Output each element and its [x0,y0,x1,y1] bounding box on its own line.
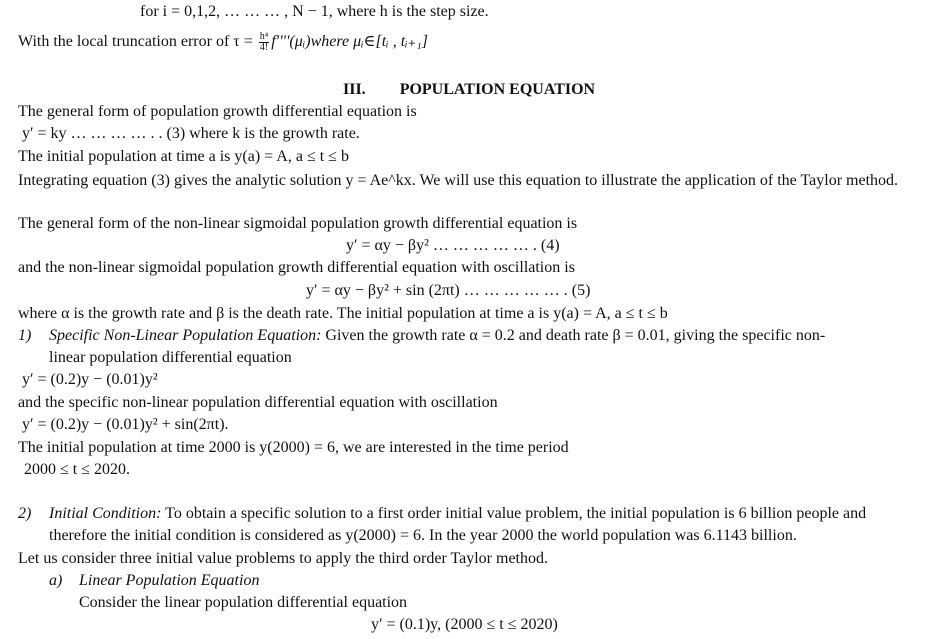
paragraph-oscillation [18,258,575,278]
paragraph-analytic-solution [18,170,905,192]
equation-text: y′ = ky … … … … . . (3) where k is the growth rate. [22,125,360,142]
paragraph-text: therefore the initial condition is considered as y(2000) = 6. In the year 2000 the world population was 6.1143 billion. [49,527,797,544]
paragraph-text: Consider the linear population differential equation [79,594,408,611]
paragraph-text: The general form of the non-linear sigmoidal population growth differential equation is [18,215,578,232]
equation-9 [371,615,558,635]
equation-6 [22,370,158,390]
section-number: III. [343,81,366,98]
step-index-text: for i = 0,1,2, … … … , N − 1, where h is the step size. [140,3,489,20]
list-item-a [49,571,259,591]
list-label: Linear Population Equation [79,572,260,589]
list-label: Initial Condition: [49,505,162,522]
paragraph-specific-oscillation [18,393,498,413]
equation-8 [24,460,130,480]
paragraph-text: The general form of population growth differential equation is [18,103,417,120]
step-index-line [140,2,489,22]
list-item-1 [18,326,825,346]
list-text: Given the growth rate α = 0.2 and death rate β = 0.01, giving the specific non- [321,327,826,344]
truncation-fraction [259,32,270,53]
equation-text: y′ = (0.2)y − (0.01)y² + sin(2πt). [22,416,229,433]
paragraph-nonlinear-form [18,214,577,234]
equation-7 [22,415,229,435]
truncation-error-suffix: f''''(μᵢ)where μᵢ∈[tᵢ , tᵢ₊₁] [271,33,428,51]
paragraph-text: linear population differential equation [49,349,292,366]
list-text: To obtain a specific solution to a first order initial value problem, the initial population is 6 billion people and [161,505,867,522]
list-number: a) [49,572,63,589]
paragraph-text: The initial population at time 2000 is y(2000) = 6, we are interested in the time period [18,439,569,456]
equation-text: 2000 ≤ t ≤ 2020. [24,461,131,478]
paragraph-text: The initial population at time a is y(a) = A, a ≤ t ≤ b [18,148,349,165]
equation-text: y′ = (0.2)y − (0.01)y² [22,371,158,388]
list-number: 1) [18,327,32,344]
list-item-1-continuation [49,348,292,368]
paragraph-text: Integrating equation (3) gives the analytic solution y = Ae^kx. We will use this equation to illustrate the application of the Taylor method. [18,172,899,189]
equation-text: y′ = αy − βy² + sin (2πt) … … … … … . (5) [306,282,591,299]
truncation-error-prefix: With the local truncation error of τ = [18,33,257,51]
paragraph-general-form [18,102,417,122]
paragraph-rates [18,304,668,324]
list-number: 2) [18,505,32,522]
list-item-2-continuation [49,526,797,546]
paragraph-three-problems [18,549,548,569]
paragraph-text: and the non-linear sigmoidal population growth differential equation with oscillation is [18,259,575,276]
paragraph-linear-equation [79,593,407,613]
list-label: Specific Non-Linear Population Equation: [49,327,322,344]
paragraph-text: and the specific non-linear population differential equation with oscillation [18,394,498,411]
section-heading [343,80,595,100]
paragraph-initial-population [18,147,349,167]
truncation-error-line [18,32,428,53]
paragraph-text: Let us consider three initial value problems to apply the third order Taylor method. [18,550,548,567]
equation-3 [22,124,360,144]
paragraph-text: where α is the growth rate and β is the death rate. The initial population at time a is y(a) = A, a ≤ t ≤ b [18,305,668,322]
equation-text: y′ = (0.1)y, (2000 ≤ t ≤ 2020) [371,616,558,633]
fraction-denominator: 4! [259,42,269,53]
fraction-numerator: h⁴ [259,31,269,42]
paragraph-time-period [18,438,569,458]
equation-text: y′ = αy − βy² … … … … … . (4) [346,237,560,254]
section-title: POPULATION EQUATION [399,81,596,98]
equation-5 [306,281,590,301]
list-item-2 [18,504,866,524]
equation-4 [346,236,560,256]
